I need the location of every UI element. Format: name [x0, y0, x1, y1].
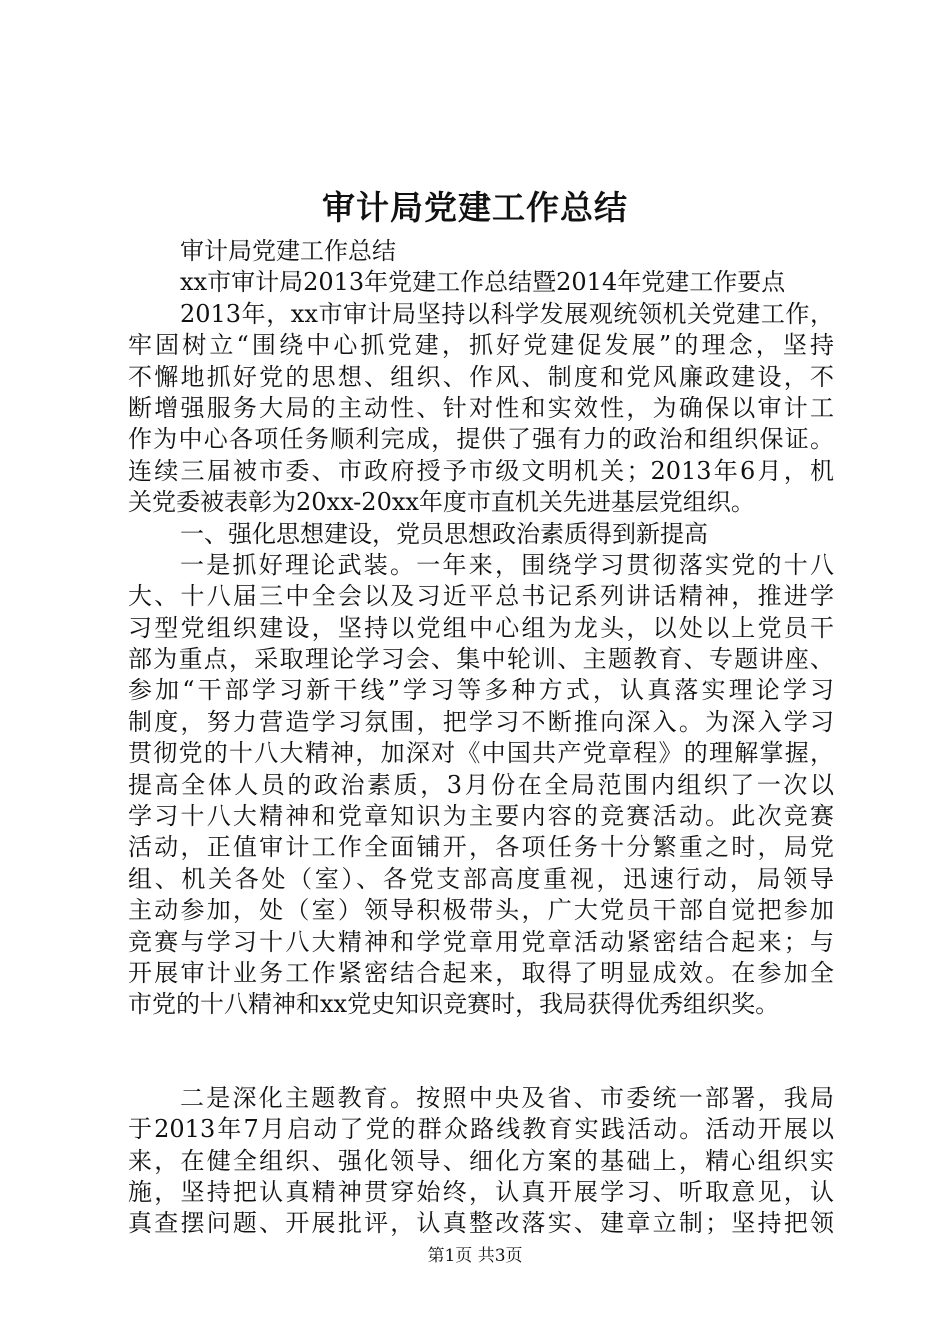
paragraph-gap — [128, 1021, 834, 1083]
text-line: 大、十八届三中全会以及习近平总书记系列讲话精神，推进学 — [128, 582, 834, 611]
page-footer: 第1页 共3页 — [427, 1246, 523, 1266]
text-line: 部为重点，采取理论学习会、集中轮训、主题教育、专题讲座、 — [128, 645, 834, 674]
text-line: 活动，正值审计工作全面铺开，各项任务十分繁重之时，局党 — [128, 833, 834, 862]
text-line: 提高全体人员的政治素质，3月份在全局范围内组织了一次以 — [128, 770, 834, 799]
text-line: 一、强化思想建设，党员思想政治素质得到新提高 — [180, 519, 708, 548]
text-line: 竞赛与学习十八大精神和学党章用党章活动紧密结合起来；与 — [128, 927, 834, 956]
text-line: 不懈地抓好党的思想、组织、作风、制度和党风廉政建设，不 — [128, 362, 834, 391]
text-line: 开展审计业务工作紧密结合起来，取得了明显成效。在参加全 — [128, 958, 834, 987]
document-body — [128, 236, 834, 1240]
text-line: 关党委被表彰为20xx-20xx年度市直机关先进基层党组织。 — [128, 488, 755, 517]
text-line: 来，在健全组织、强化领导、细化方案的基础上，精心组织实 — [128, 1146, 834, 1175]
text-line: 参加“干部学习新干线”学习等多种方式，认真落实理论学习 — [128, 676, 834, 705]
text-line: 审计局党建工作总结 — [180, 237, 396, 265]
text-line: 施，坚持把认真精神贯穿始终，认真开展学习、听取意见，认 — [128, 1177, 834, 1206]
text-line: 一是抓好理论武装。一年来，围绕学习贯彻落实党的十八 — [180, 550, 834, 579]
text-line: 连续三届被市委、市政府授予市级文明机关；2013年6月，机 — [128, 456, 834, 485]
text-line: 市党的十八精神和xx党史知识竞赛时，我局获得优秀组织奖。 — [128, 990, 780, 1019]
text-line: 于2013年7月启动了党的群众路线教育实践活动。活动开展以 — [128, 1115, 834, 1144]
text-line: 二是深化主题教育。按照中央及省、市委统一部署，我局 — [180, 1083, 834, 1112]
document-title: 审计局党建工作总结 — [322, 188, 628, 227]
text-line: 作为中心各项任务顺利完成，提供了强有力的政治和组织保证。 — [128, 425, 834, 454]
text-line: 学习十八大精神和党章知识为主要内容的竞赛活动。此次竞赛 — [128, 802, 834, 831]
text-line: 习型党组织建设，坚持以党组中心组为龙头，以处以上党员干 — [128, 613, 834, 642]
text-line: 真查摆问题、开展批评，认真整改落实、建章立制；坚持把领 — [128, 1209, 834, 1238]
text-line: 断增强服务大局的主动性、针对性和实效性，为确保以审计工 — [128, 393, 834, 422]
text-line: xx市审计局2013年党建工作总结暨2014年党建工作要点 — [180, 268, 786, 297]
text-line: 主动参加，处（室）领导积极带头，广大党员干部自觉把参加 — [128, 896, 834, 925]
text-line: 牢固树立“围绕中心抓党建，抓好党建促发展”的理念，坚持 — [128, 331, 834, 360]
text-line: 制度，努力营造学习氛围，把学习不断推向深入。为深入学习 — [128, 707, 834, 736]
text-line: 组、机关各处（室）、各党支部高度重视，迅速行动，局领导 — [128, 864, 834, 893]
text-line: 2013年，xx市审计局坚持以科学发展观统领机关党建工作， — [180, 299, 834, 328]
text-line: 贯彻党的十八大精神，加深对《中国共产党章程》的理解掌握， — [128, 739, 834, 768]
